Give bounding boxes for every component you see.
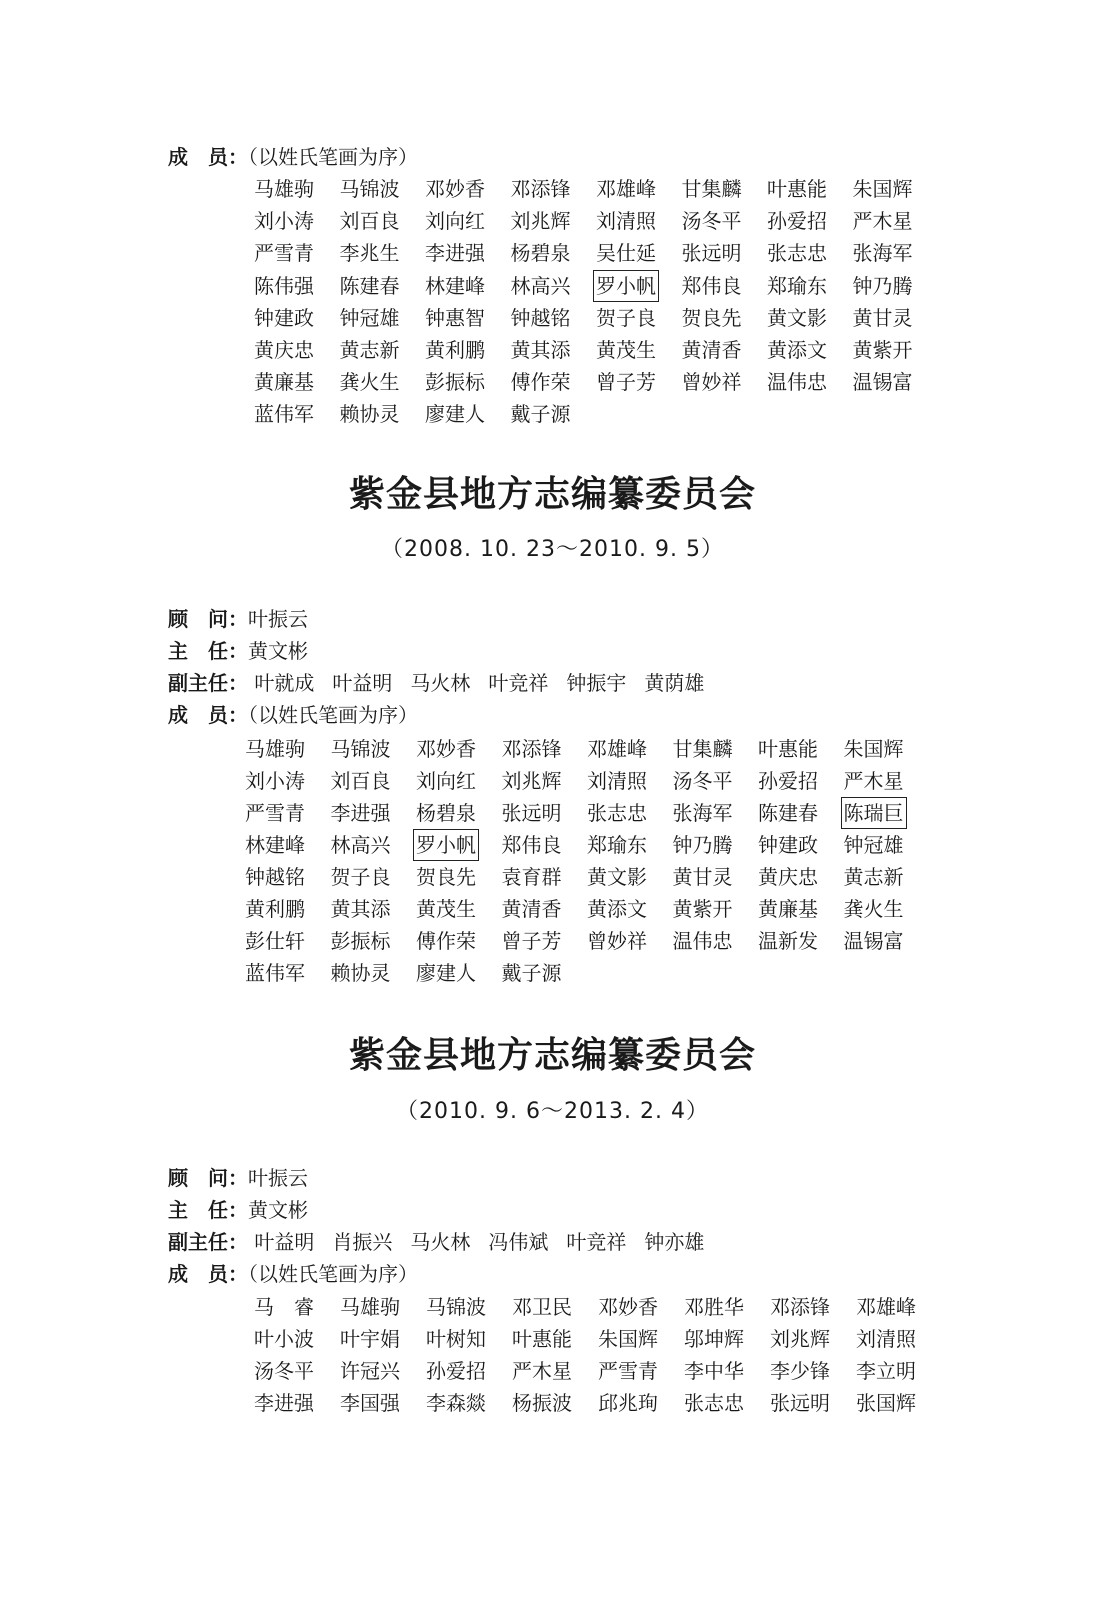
member-name: 钟建政 [758,833,818,857]
member-name: 黄其添 [330,897,391,921]
member-name: 刘向红 [425,209,485,234]
deputy-name: 马火林 [410,1230,471,1254]
member-name: 杨振波 [512,1391,572,1415]
member-name: 黄廉基 [254,370,314,395]
member-name: 刘小涛 [254,209,314,234]
member-name: 龚火生 [843,897,904,921]
member-name: 温锡富 [852,370,913,395]
member-name: 李森燚 [426,1391,486,1415]
member-name: 张远明 [770,1391,830,1415]
member-name: 罗小帆 [596,273,656,298]
member-name: 贺子良 [596,305,656,330]
member-name: 邓添锋 [770,1295,830,1319]
member-name: 温伟忠 [672,929,733,953]
member-name: 严木星 [843,769,904,793]
members-label-1: 成 员：（以姓氏笔画为序） [168,703,418,727]
member-name: 刘兆辉 [510,209,571,234]
member-name: 钟越铭 [245,865,305,889]
member-name: 黄其添 [510,338,571,362]
deputy-name: 肖振兴 [332,1230,393,1254]
member-name: 陈建春 [758,801,818,825]
member-name: 钟冠雄 [339,305,400,330]
member-name: 郑伟良 [681,273,742,298]
member-name: 马雄驹 [340,1295,400,1319]
member-name: 钟乃腾 [672,833,733,857]
member-name: 张远明 [501,801,562,825]
member-name: 林高兴 [330,833,391,857]
member-name: 黄紫开 [852,338,913,362]
advisor-label-1: 顾 问：叶振云 [168,607,308,631]
deputy-name: 冯伟斌 [488,1230,549,1254]
deputy-name: 叶竞祥 [488,671,549,695]
member-name: 李进强 [254,1391,314,1415]
member-name: 朱国辉 [852,177,913,201]
member-name: 黄添文 [587,897,647,921]
member-name: 严木星 [852,209,913,234]
member-name: 袁育群 [501,865,562,889]
deputy-list-2 [248,1230,722,1254]
member-name: 张志忠 [767,241,827,266]
member-name: 罗小帆 [416,833,476,857]
member-name: 邓添锋 [501,737,562,761]
member-name: 马雄驹 [245,737,305,761]
member-name: 许冠兴 [340,1359,400,1383]
advisor-name-1: 叶振云 [248,607,308,631]
member-name: 孙爱招 [767,209,827,234]
deputy-name: 马火林 [410,671,471,695]
deputy-name: 叶益明 [254,1230,315,1254]
member-name: 钟冠雄 [843,833,904,857]
member-name: 刘兆辉 [770,1327,830,1351]
member-name: 钟建政 [254,305,314,330]
member-name: 钟越铭 [510,305,571,330]
member-name: 陈建春 [339,273,400,298]
member-name: 叶惠能 [767,177,827,201]
member-name: 杨碧泉 [510,241,571,266]
member-name: 严雪青 [598,1359,658,1383]
member-name: 刘百良 [330,769,391,793]
member-name: 黄利鹏 [245,897,305,921]
member-name: 曾妙祥 [587,929,647,953]
member-name: 严雪青 [245,801,305,825]
member-name: 曾妙祥 [681,370,742,395]
members-label-2: 成 员：（以姓氏笔画为序） [168,1262,418,1286]
member-name: 郑瑜东 [587,833,647,857]
member-name: 黄添文 [767,338,827,362]
member-name: 叶惠能 [512,1327,572,1351]
member-name: 孙爱招 [758,769,818,793]
member-name: 傅作荣 [416,929,476,953]
member-name: 黄甘灵 [672,865,733,889]
member-name: 钟乃腾 [852,273,913,298]
member-name: 廖建人 [425,402,485,427]
member-name: 贺良先 [416,865,476,889]
member-name: 孙爱招 [426,1359,486,1383]
member-name: 李进强 [425,241,485,266]
member-name: 刘百良 [339,209,400,234]
member-name: 刘向红 [416,769,476,793]
member-name: 汤冬平 [254,1359,314,1383]
advisor-name-2: 叶振云 [248,1166,308,1190]
member-name: 林建峰 [245,833,305,857]
member-name: 傅作荣 [510,370,571,395]
deputy-name: 钟亦雄 [644,1230,705,1254]
member-name: 温新发 [758,929,818,953]
section-dates-2: （2010. 9. 6～2013. 2. 4） [396,1099,709,1124]
deputy-label-2: 副主任： 叶益明 肖振兴 马火林 冯伟斌 叶竞祥 钟亦雄 [168,1229,722,1255]
member-name: 戴子源 [501,961,562,985]
member-name: 李兆生 [339,241,400,266]
members-note-1: （以姓氏笔画为序） [248,703,418,727]
members-note-2: （以姓氏笔画为序） [248,1262,418,1286]
member-name: 彭振标 [330,929,391,953]
member-name: 林高兴 [510,273,571,298]
member-name: 温伟忠 [767,370,827,395]
member-name: 龚火生 [339,370,400,395]
member-name: 李进强 [330,801,391,825]
member-name: 蓝伟军 [245,961,305,985]
member-name: 张海军 [852,241,913,266]
member-name: 邓妙香 [416,737,476,761]
member-name: 邓雄峰 [587,737,647,761]
member-name: 张志忠 [684,1391,744,1415]
member-name: 叶小波 [254,1327,314,1351]
member-name: 张海军 [672,801,733,825]
deputy-list-1 [248,671,722,695]
member-name: 甘集麟 [672,737,733,761]
member-name: 叶惠能 [758,737,818,761]
member-name: 马锦波 [426,1295,486,1319]
member-name: 赖协灵 [339,402,400,427]
member-name: 刘清照 [587,769,647,793]
member-name: 李中华 [684,1359,744,1383]
member-name: 黄清香 [681,338,742,362]
member-name: 汤冬平 [672,769,733,793]
member-name: 黄清香 [501,897,562,921]
member-name: 甘集麟 [681,177,742,201]
member-name: 郑伟良 [501,833,562,857]
member-name: 黄文影 [587,865,647,889]
member-name: 邓妙香 [425,177,485,201]
member-name: 黄廉基 [758,897,818,921]
member-name: 赖协灵 [330,961,391,985]
member-name: 李立明 [856,1359,916,1383]
director-name-1: 黄文彬 [248,639,308,663]
member-name: 邓妙香 [598,1295,658,1319]
member-name: 黄茂生 [416,897,476,921]
member-name: 彭振标 [425,370,485,395]
member-name: 陈伟强 [254,273,314,298]
member-name: 叶树知 [426,1327,486,1351]
member-name: 黄利鹏 [425,338,485,362]
member-name: 马锦波 [330,737,391,761]
member-name: 叶宇娟 [340,1327,400,1351]
members-label-0: 成 员：（以姓氏笔画为序） [168,145,418,169]
member-name: 马锦波 [339,177,400,201]
deputy-name: 叶益明 [332,671,393,695]
member-name: 杨碧泉 [416,801,476,825]
member-name: 刘兆辉 [501,769,562,793]
members-note-0: （以姓氏笔画为序） [248,145,418,169]
member-name: 黄庆忠 [254,338,314,362]
member-name: 邱兆珣 [598,1391,658,1415]
member-name: 汤冬平 [681,209,742,234]
member-name: 曾子芳 [596,370,656,395]
member-name: 朱国辉 [843,737,904,761]
director-name-2: 黄文彬 [248,1198,308,1222]
deputy-name: 钟振宇 [566,671,627,695]
member-name: 邓卫民 [512,1295,572,1319]
director-label-1: 主 任：黄文彬 [168,639,308,663]
member-name: 温锡富 [843,929,904,953]
member-name: 马 睿 [254,1295,314,1319]
director-label-2: 主 任：黄文彬 [168,1198,308,1222]
member-name: 贺良先 [681,305,742,330]
member-name: 黄志新 [843,865,904,889]
member-name: 黄庆忠 [758,865,818,889]
member-name: 李国强 [340,1391,400,1415]
member-name: 钟惠智 [425,305,485,330]
member-name: 邓雄峰 [596,177,656,201]
member-name: 陈瑞巨 [843,801,904,825]
member-name: 马雄驹 [254,177,314,201]
member-name: 黄文影 [767,305,827,330]
member-name: 蓝伟军 [254,402,314,427]
member-name: 张志忠 [587,801,647,825]
member-name: 刘小涛 [245,769,305,793]
deputy-name: 叶竞祥 [566,1230,627,1254]
member-name: 郑瑜东 [767,273,827,298]
member-name: 朱国辉 [598,1327,658,1351]
member-name: 廖建人 [416,961,476,985]
member-name: 李少锋 [770,1359,830,1383]
deputy-label-1: 副主任： 叶就成 叶益明 马火林 叶竞祥 钟振宇 黄荫雄 [168,670,722,696]
member-name: 邓添锋 [510,177,571,201]
member-name: 邓雄峰 [856,1295,916,1319]
member-name: 刘清照 [596,209,656,234]
member-name: 曾子芳 [501,929,562,953]
member-name: 黄茂生 [596,338,656,362]
member-name: 严雪青 [254,241,314,266]
member-name: 严木星 [512,1359,572,1383]
member-name: 黄紫开 [672,897,733,921]
member-name: 黄甘灵 [852,305,913,330]
member-name: 邬坤辉 [684,1327,744,1351]
section-title-2: 紫金县地方志编纂委员会 [348,1034,756,1076]
deputy-name: 叶就成 [254,671,315,695]
member-name: 林建峰 [425,273,485,298]
member-name: 戴子源 [510,402,571,427]
section-title-1: 紫金县地方志编纂委员会 [348,473,756,515]
member-name: 张国辉 [856,1391,916,1415]
member-name: 邓胜华 [684,1295,744,1319]
deputy-name: 黄荫雄 [644,671,705,695]
member-name: 刘清照 [856,1327,916,1351]
member-name: 黄志新 [339,338,400,362]
member-name: 贺子良 [330,865,391,889]
member-name: 吴仕延 [596,241,656,266]
member-name: 张远明 [681,241,742,266]
member-name: 彭仕轩 [245,929,305,953]
advisor-label-2: 顾 问：叶振云 [168,1166,308,1190]
section-dates-1: （2008. 10. 23～2010. 9. 5） [381,537,724,562]
